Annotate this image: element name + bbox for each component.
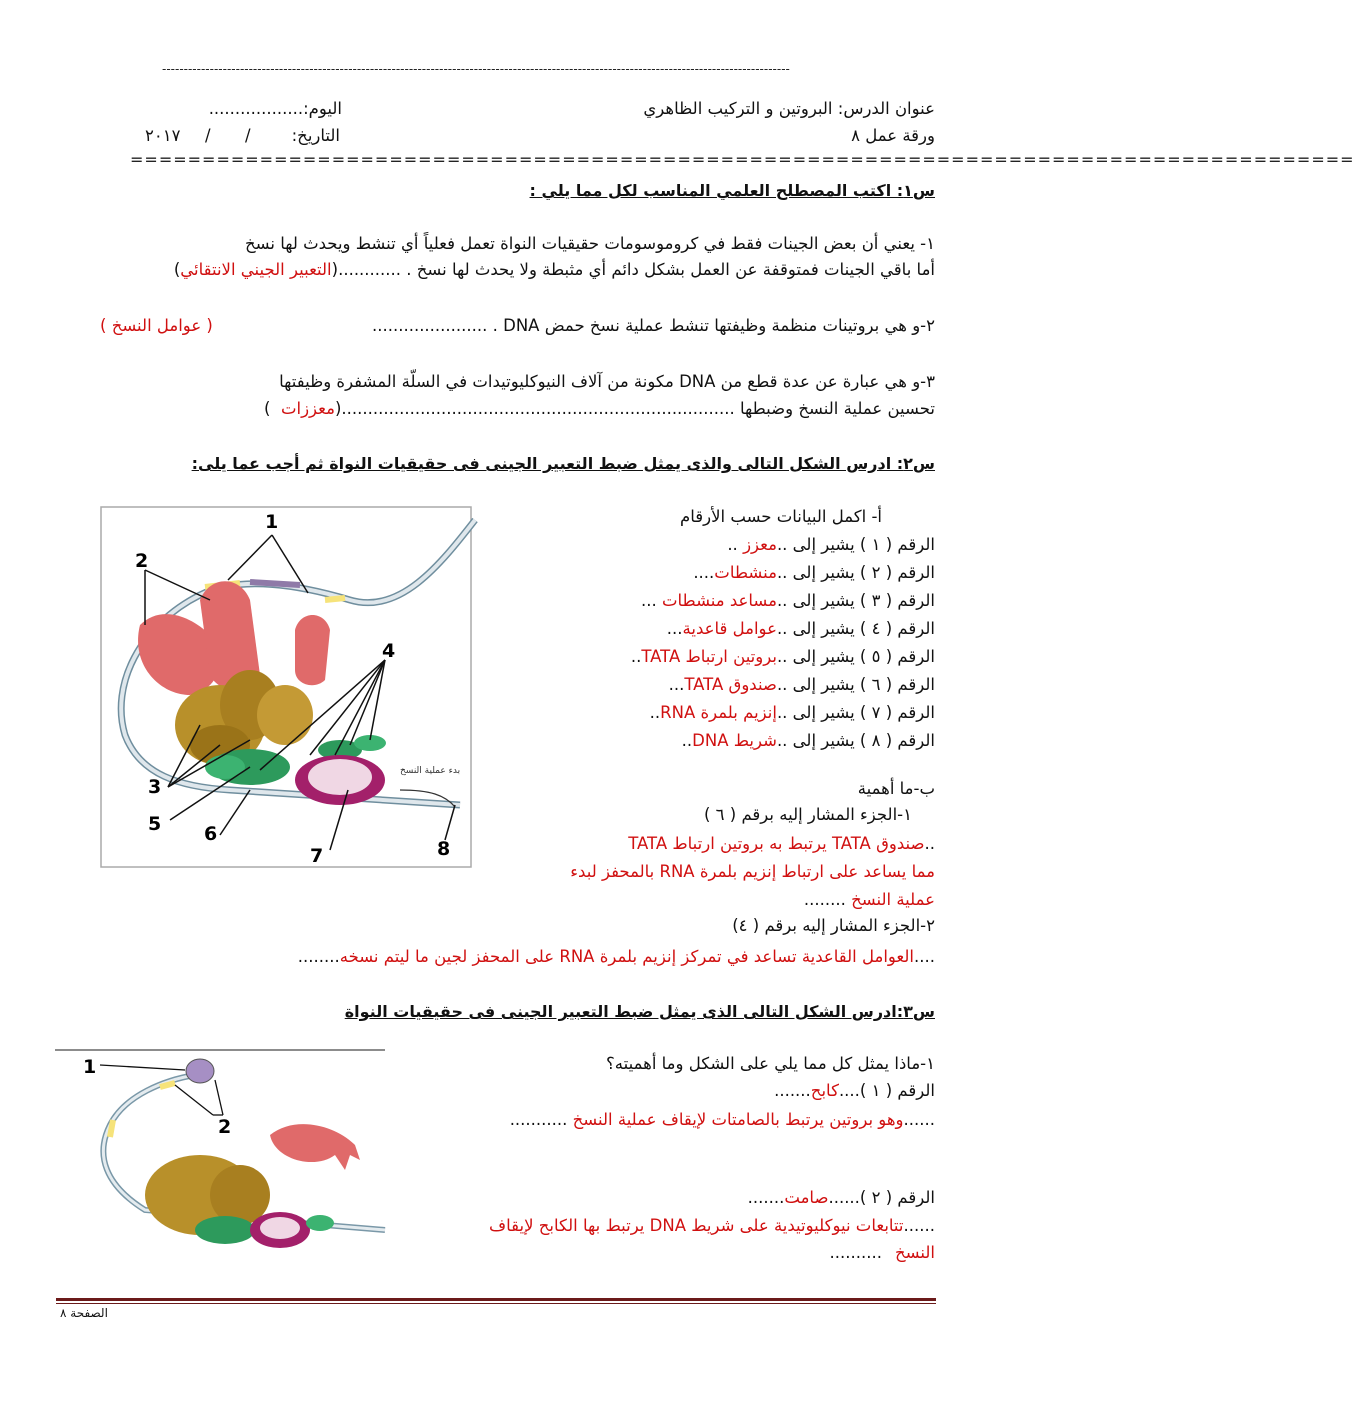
date-label: التاريخ: xyxy=(291,126,340,145)
q2-row-5: الرقم ( ٥ ) يشير إلى ..بروتين ارتباط TATA.. xyxy=(630,647,935,666)
q2-figure-label-6: 6 xyxy=(204,823,218,845)
q2-figure-label-8: 8 xyxy=(437,838,451,860)
q1-heading: س١: اكتب المصطلح العلمي المناسب لكل مما يلي : xyxy=(529,181,935,200)
q3-item1: ١-ماذا يمثل كل مما يلي على الشكل وما أهميته؟ xyxy=(606,1054,935,1073)
q1-item2: ٢-و هي بروتينات منظمة وظيفتها تنشط عملية نسخ حمض DNA . ...................... xyxy=(371,316,935,335)
q2-b1-line2: مما يساعد على ارتباط إنزيم بلمرة RNA بالمحفز لبدء xyxy=(570,862,935,881)
q1-item1-answer: التعبير الجيني الانتقائي xyxy=(180,260,332,279)
q2-b2-answer-line: ....العوامل القاعدية تساعد في تمركز إنزيم بلمرة RNA على المحفز لجين ما ليتم نسخه........ xyxy=(297,947,935,966)
date-separator-2: / xyxy=(205,126,211,145)
date-separator-1: / xyxy=(245,126,251,145)
q3-row1-desc: ......وهو بروتين يرتبط بالصامتات لإيقاف عملية النسخ ........... xyxy=(509,1110,935,1129)
q2-row-2: الرقم ( ٢ ) يشير إلى ..منشطات.... xyxy=(693,563,935,582)
header-divider: ===================================================================================== xyxy=(130,150,1355,169)
q2-gene-expression-figure xyxy=(100,505,475,870)
q3-row1: الرقم ( ١ )....كابح....... xyxy=(774,1081,935,1100)
q2-row-7: الرقم ( ٧ ) يشير إلى ..إنزيم بلمرة RNA.. xyxy=(649,703,935,722)
q2-part-a: أ- اكمل البيانات حسب الأرقام xyxy=(680,507,882,526)
q2-heading: س٢: ادرس الشكل التالى والذى يمثل ضبط التعبير الجينى فى حقيقيات النواة ثم أجب عما يلى: xyxy=(191,454,935,473)
q2-row-6: الرقم ( ٦ ) يشير إلى ..صندوق TATA... xyxy=(668,675,935,694)
q3-row2-desc-suffix: .......... xyxy=(829,1243,882,1262)
q2-b1-label: ١-الجزء المشار إليه برقم ( ٦ ) xyxy=(703,805,912,824)
q3-repressor-figure xyxy=(55,1045,390,1255)
q2-figure-label-2: 2 xyxy=(135,550,149,572)
day-field: اليوم:.................. xyxy=(208,99,342,118)
q2-figure-label-7: 7 xyxy=(310,845,324,867)
q3-row2-desc-line1: ......تتابعات نيوكليوتيدية على شريط DNA يرتبط بها الكابح لإيقاف xyxy=(489,1216,935,1235)
footer-divider-thin xyxy=(56,1303,936,1304)
q1-item3-line1: ٣-و هي عبارة عن عدة قطع من DNA مكونة من آلاف النيوكليوتيدات في السلّة المشفرة وظيفتها xyxy=(279,372,935,391)
q2-figure-label-3: 3 xyxy=(148,776,162,798)
q2-figure-label-4: 4 xyxy=(382,640,396,662)
q3-figure-label-2: 2 xyxy=(218,1116,232,1138)
footer-divider-thick xyxy=(56,1298,936,1301)
q3-row2: الرقم ( ٢ )......صامت....... xyxy=(747,1188,935,1207)
q1-item3-line2: تحسين عملية النسخ وضبطها ...........................................................................(معززات ) xyxy=(264,399,935,418)
page-number: الصفحة ٨ xyxy=(60,1306,108,1320)
q2-b1-line1: ..صندوق TATA يرتبط به بروتين ارتباط TATA xyxy=(628,834,935,853)
q2-figure-label-5: 5 xyxy=(148,813,162,835)
q1-item1-line1: ١- يعني أن بعض الجينات فقط في كروموسومات حقيقيات النواة تعمل فعلياً أي تنشط ويحدث لها نسخ xyxy=(245,234,935,253)
q1-item3-answer: معززات xyxy=(280,399,335,418)
q3-row2-desc-line2: النسخ xyxy=(895,1243,935,1262)
date-year: ٢٠١٧ xyxy=(145,126,181,145)
q2-b1-line3: عملية النسخ ........ xyxy=(803,890,935,909)
worksheet-number: ورقة عمل ٨ xyxy=(851,126,935,145)
lesson-title: عنوان الدرس: البروتين و التركيب الظاهري xyxy=(643,99,935,118)
q3-heading: س٣:ادرس الشكل التالى الذى يمثل ضبط التعبير الجينى فى حقيقيات النواة xyxy=(344,1002,935,1021)
top-dashed-line: ------------------------------------------------------------------------------------------------------------------------------------------------- xyxy=(162,62,790,76)
q2-figure-caption: بدء عملية النسخ xyxy=(400,766,461,776)
q2-part-b: ب-ما أهمية xyxy=(857,779,935,798)
q2-figure-label-1: 1 xyxy=(265,511,279,533)
q2-row-4: الرقم ( ٤ ) يشير إلى ..عوامل قاعدية... xyxy=(666,619,935,638)
q2-answers-list xyxy=(631,531,935,754)
q2-row-3: الرقم ( ٣ ) يشير إلى ..مساعد منشطات ... xyxy=(640,591,935,610)
q1-item1-line2: أما باقي الجينات فمتوقفة عن العمل بشكل دائم أي مثبطة ولا يحدث لها نسخ . ............(التعبير الجيني الانتقائي) xyxy=(173,260,935,279)
q2-b2-label: ٢-الجزء المشار إليه برقم ( ٤) xyxy=(732,916,935,935)
q3-figure-label-1: 1 xyxy=(83,1056,97,1078)
q2-row-1: الرقم ( ١ ) يشير إلى ..معزز .. xyxy=(727,535,935,554)
q2-row-8: الرقم ( ٨ ) يشير إلى ..شريط DNA.. xyxy=(681,731,935,750)
q1-item2-answer: ( عوامل النسخ ) xyxy=(100,316,213,335)
